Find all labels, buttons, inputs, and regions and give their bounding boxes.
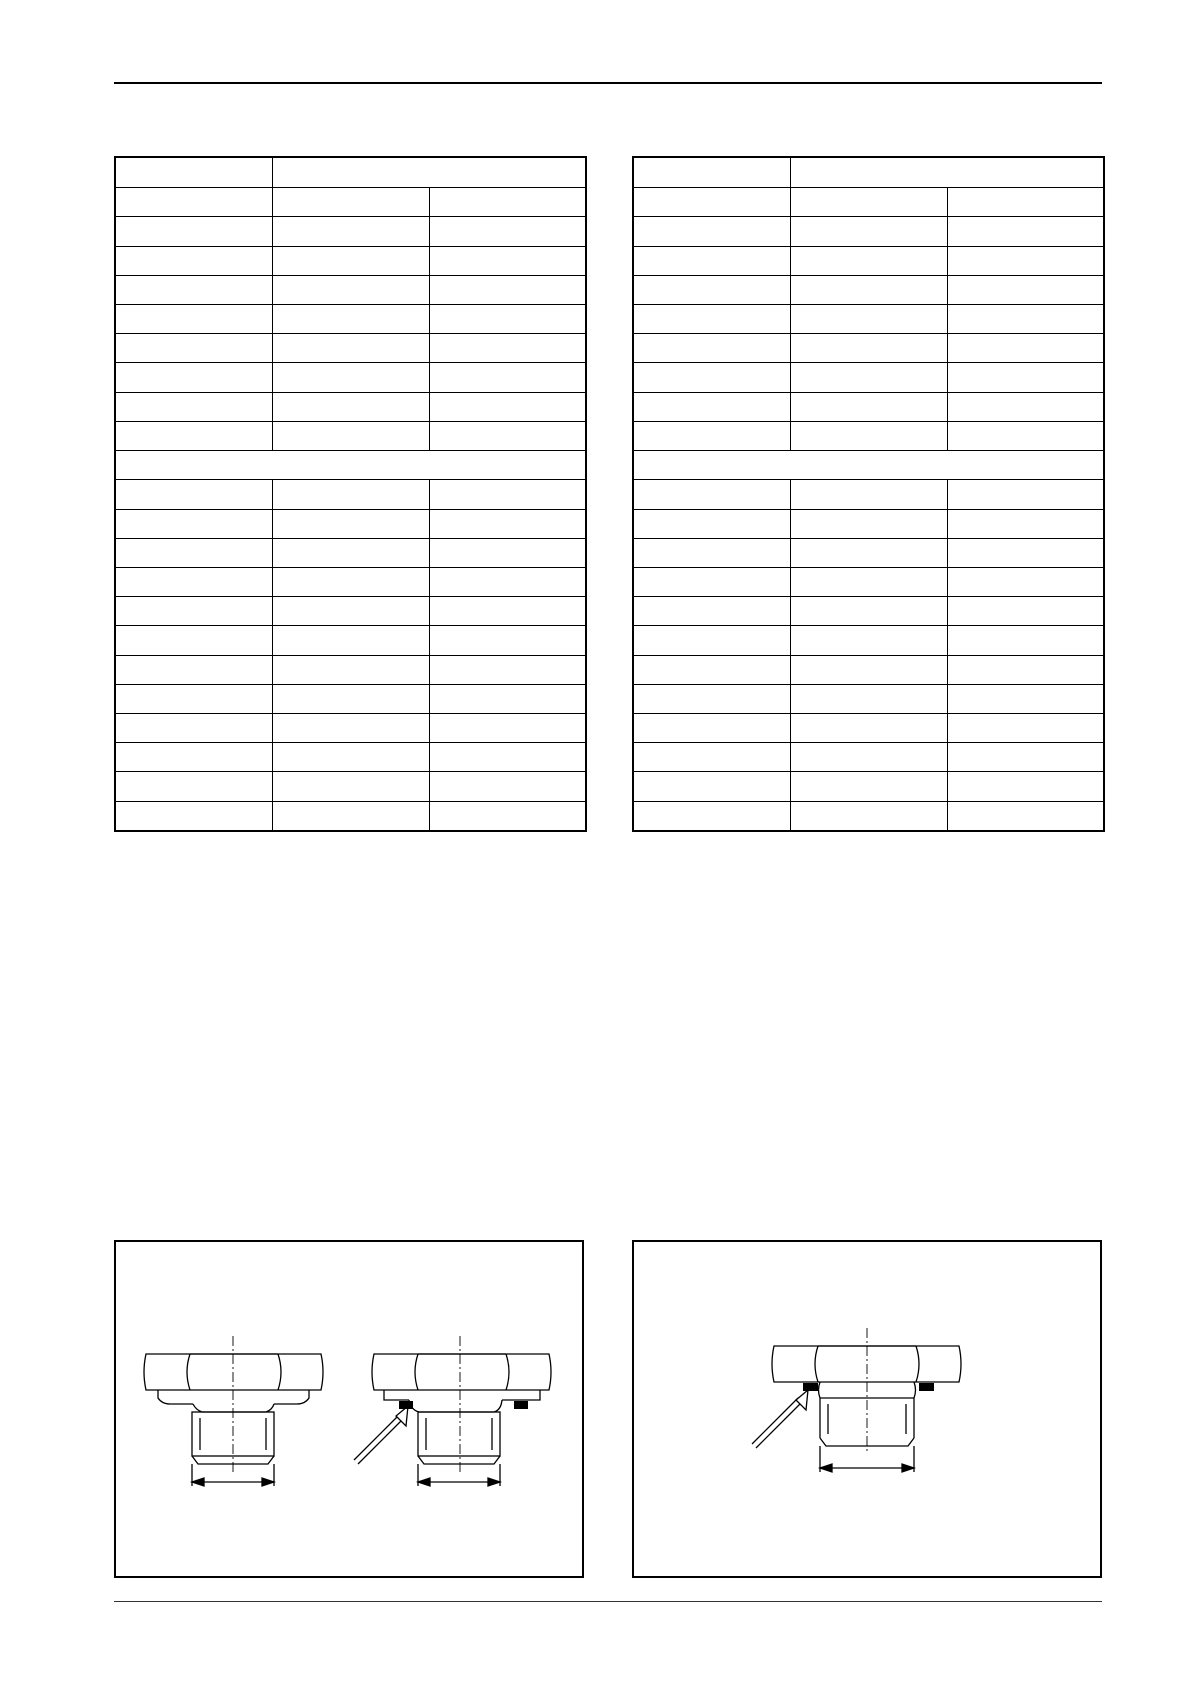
table-cell: [790, 743, 947, 772]
table-header-cell: [633, 157, 790, 188]
table-cell: [633, 217, 790, 246]
table-cell: [790, 597, 947, 626]
table-cell: [115, 188, 272, 217]
table-cell: [633, 684, 790, 713]
table-cell: [790, 217, 947, 246]
left-spec-table: [114, 156, 587, 832]
table-cell: [790, 392, 947, 421]
table-cell: [429, 480, 586, 509]
table-cell: [272, 246, 429, 275]
table-cell: [272, 421, 429, 450]
table-cell: [790, 246, 947, 275]
footer-rule: [114, 1601, 1102, 1602]
plug-drawing-left: [116, 1242, 582, 1576]
table-row: [633, 772, 1104, 801]
table-row: [633, 684, 1104, 713]
seal-ring-right: [514, 1401, 528, 1409]
table-cell: [272, 567, 429, 596]
table-header-cell: [115, 157, 272, 188]
table-cell: [633, 275, 790, 304]
table-cell: [429, 188, 586, 217]
table-row: [115, 363, 586, 392]
table-cell: [272, 509, 429, 538]
table-cell: [429, 567, 586, 596]
table-cell: [790, 713, 947, 742]
table-cell: [947, 597, 1104, 626]
plug-drawing-right: [634, 1242, 1100, 1576]
table-cell: [272, 363, 429, 392]
table-cell: [115, 655, 272, 684]
table-cell: [790, 567, 947, 596]
table-cell: [429, 626, 586, 655]
table-cell: [947, 305, 1104, 334]
table-cell: [272, 334, 429, 363]
table-cell: [272, 597, 429, 626]
table-row: [633, 626, 1104, 655]
table-cell: [429, 684, 586, 713]
table-row: [115, 305, 586, 334]
table-cell: [272, 538, 429, 567]
table-cell: [790, 772, 947, 801]
table-cell: [947, 275, 1104, 304]
table-cell: [115, 392, 272, 421]
table-cell: [790, 334, 947, 363]
table-row: [633, 421, 1104, 450]
header-rule: [114, 82, 1102, 84]
table-header-cell: [272, 157, 586, 188]
table-cell: [947, 567, 1104, 596]
table-cell: [790, 684, 947, 713]
seal-ring-left: [399, 1401, 413, 1409]
table-cell: [272, 305, 429, 334]
table-cell: [947, 509, 1104, 538]
table-row: [115, 480, 586, 509]
table-cell: [272, 275, 429, 304]
table-cell: [633, 567, 790, 596]
table-cell: [115, 801, 272, 831]
right-spec-table: [632, 156, 1105, 832]
table-cell: [429, 217, 586, 246]
table-cell: [272, 392, 429, 421]
figure-right: [632, 1240, 1102, 1578]
table-cell: [633, 305, 790, 334]
table-cell: [429, 392, 586, 421]
table-cell: [429, 509, 586, 538]
table-cell: [272, 713, 429, 742]
table-row: [633, 480, 1104, 509]
table-cell: [633, 538, 790, 567]
table-row: [115, 392, 586, 421]
table-cell: [429, 363, 586, 392]
table-cell: [272, 217, 429, 246]
table-row: [633, 275, 1104, 304]
table-cell: [790, 363, 947, 392]
table-row: [115, 655, 586, 684]
table-row: [115, 772, 586, 801]
table-cell: [633, 626, 790, 655]
table-cell: [429, 275, 586, 304]
seal-ring-left-2: [803, 1383, 818, 1391]
table-cell: [633, 801, 790, 831]
table-cell: [429, 801, 586, 831]
table-row: [115, 334, 586, 363]
table-cell: [790, 801, 947, 831]
table-cell: [947, 217, 1104, 246]
table-cell: [790, 305, 947, 334]
table-cell: [272, 743, 429, 772]
table-cell: [790, 480, 947, 509]
table-row: [633, 743, 1104, 772]
table-cell: [947, 334, 1104, 363]
table-row: [115, 743, 586, 772]
table-cell: [790, 421, 947, 450]
table-cell: [272, 801, 429, 831]
plug-with-seal-ring: [354, 1336, 551, 1486]
table-cell: [272, 772, 429, 801]
table-cell: [633, 480, 790, 509]
table-cell: [429, 655, 586, 684]
table-row: [633, 363, 1104, 392]
table-row: [115, 157, 586, 188]
table-row: [633, 655, 1104, 684]
table-row: [115, 597, 586, 626]
table-cell: [115, 538, 272, 567]
table-cell: [947, 772, 1104, 801]
table-row: [633, 392, 1104, 421]
table-row: [633, 509, 1104, 538]
table-cell: [947, 188, 1104, 217]
table-cell: [115, 275, 272, 304]
table-cell: [429, 421, 586, 450]
table-cell: [947, 363, 1104, 392]
table-row: [115, 451, 586, 480]
table-row: [115, 275, 586, 304]
table-row: [115, 801, 586, 831]
table-row: [115, 509, 586, 538]
table-cell: [272, 626, 429, 655]
table-cell: [272, 684, 429, 713]
table-row: [115, 538, 586, 567]
table-cell: [633, 363, 790, 392]
table-row: [115, 567, 586, 596]
table-cell: [947, 743, 1104, 772]
table-cell: [115, 626, 272, 655]
table-cell: [790, 509, 947, 538]
table-cell: [429, 597, 586, 626]
table-row: [633, 597, 1104, 626]
table-cell: [429, 334, 586, 363]
table-cell: [947, 801, 1104, 831]
table-cell: [115, 334, 272, 363]
table-row: [633, 305, 1104, 334]
table-cell: [947, 655, 1104, 684]
table-cell: [115, 363, 272, 392]
table-row: [115, 217, 586, 246]
table-cell: [115, 480, 272, 509]
table-cell: [790, 538, 947, 567]
table-cell: [633, 597, 790, 626]
table-cell: [790, 626, 947, 655]
table-row: [633, 567, 1104, 596]
table-row: [115, 713, 586, 742]
table-row: [115, 246, 586, 275]
table-cell: [790, 275, 947, 304]
table-row: [115, 421, 586, 450]
table-cell: [947, 246, 1104, 275]
table-cell: [429, 305, 586, 334]
table-cell: [115, 713, 272, 742]
table-cell: [115, 597, 272, 626]
table-cell: [633, 772, 790, 801]
table-row: [633, 801, 1104, 831]
table-cell: [790, 655, 947, 684]
table-cell: [947, 392, 1104, 421]
table-cell: [947, 538, 1104, 567]
table-row: [633, 188, 1104, 217]
table-row: [633, 334, 1104, 363]
table-row: [633, 713, 1104, 742]
table-cell: [633, 392, 790, 421]
plug-without-seal: [144, 1336, 323, 1486]
table-cell: [429, 772, 586, 801]
table-cell: [272, 655, 429, 684]
table-cell: [947, 421, 1104, 450]
table-cell: [272, 188, 429, 217]
table-cell: [947, 713, 1104, 742]
table-cell: [272, 480, 429, 509]
table-row: [115, 626, 586, 655]
table-cell: [115, 217, 272, 246]
table-cell: [115, 743, 272, 772]
table-section-cell: [633, 451, 1104, 480]
table-cell: [429, 246, 586, 275]
table-section-cell: [115, 451, 586, 480]
table-cell: [633, 188, 790, 217]
table-cell: [633, 713, 790, 742]
table-row: [115, 684, 586, 713]
table-cell: [947, 480, 1104, 509]
table-cell: [633, 509, 790, 538]
table-cell: [633, 655, 790, 684]
table-cell: [115, 305, 272, 334]
table-cell: [115, 421, 272, 450]
seal-ring-right-2: [919, 1383, 934, 1391]
table-row: [633, 538, 1104, 567]
table-header-cell: [790, 157, 1104, 188]
table-cell: [115, 509, 272, 538]
table-cell: [633, 334, 790, 363]
table-cell: [115, 246, 272, 275]
table-cell: [115, 772, 272, 801]
table-cell: [429, 538, 586, 567]
table-row: [633, 217, 1104, 246]
table-row: [633, 246, 1104, 275]
table-cell: [633, 246, 790, 275]
table-cell: [947, 626, 1104, 655]
table-cell: [633, 743, 790, 772]
table-cell: [790, 188, 947, 217]
plug-with-seal-ring-2: [752, 1328, 961, 1472]
table-row: [633, 157, 1104, 188]
table-cell: [429, 713, 586, 742]
table-cell: [633, 421, 790, 450]
table-cell: [115, 567, 272, 596]
figure-left: [114, 1240, 584, 1578]
table-cell: [115, 684, 272, 713]
table-cell: [947, 684, 1104, 713]
table-row: [633, 451, 1104, 480]
table-row: [115, 188, 586, 217]
table-cell: [429, 743, 586, 772]
